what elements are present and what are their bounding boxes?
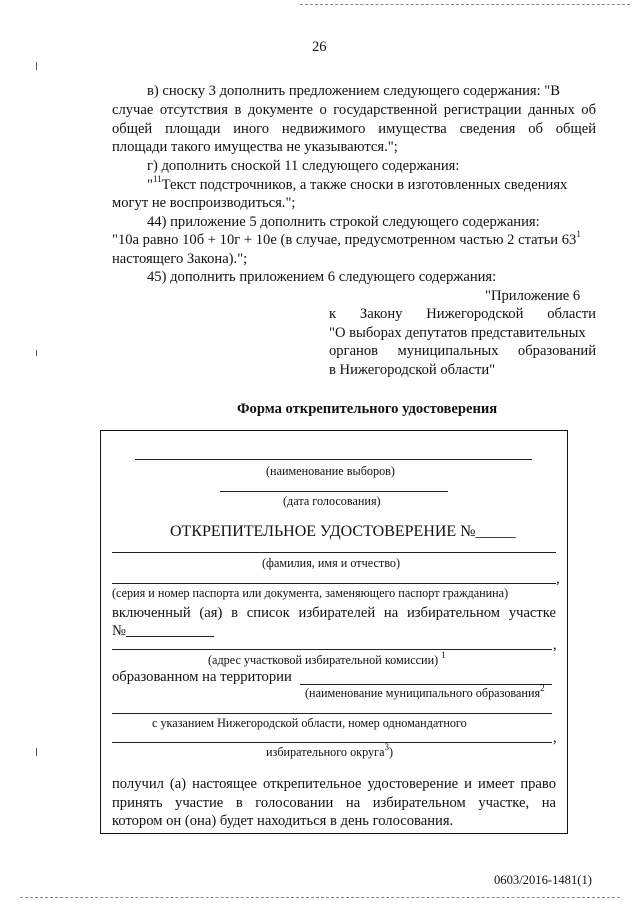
amendment-g-line: могут не воспроизводиться."; bbox=[112, 195, 296, 211]
voting-date-line[interactable] bbox=[220, 491, 448, 492]
amendment-b-line: случае отсутствия в документе о государственной регистрации данных об bbox=[112, 102, 596, 118]
appendix-header-line: в Нижегородской области" bbox=[329, 362, 496, 378]
district-line[interactable] bbox=[112, 742, 552, 743]
passport-line[interactable] bbox=[112, 583, 556, 584]
passport-caption: (серия и номер паспорта или документа, заменяющего паспорт гражданина) bbox=[112, 586, 509, 600]
comma: , bbox=[553, 637, 557, 653]
appendix-header-line: "О выборах депутатов представительных bbox=[329, 325, 586, 341]
margin-mark bbox=[36, 350, 37, 356]
election-name-caption: (наименование выборов) bbox=[266, 464, 395, 478]
region-caption: с указанием Нижегородской области, номер одномандатного bbox=[152, 716, 467, 730]
station-number-label: № bbox=[112, 623, 126, 639]
appendix-header-line: к Закону Нижегородской области bbox=[329, 306, 596, 322]
page-number: 26 bbox=[312, 39, 327, 55]
commission-address-line[interactable] bbox=[112, 649, 552, 650]
comma: , bbox=[556, 571, 560, 587]
fio-caption: (фамилия, имя и отчество) bbox=[262, 556, 401, 570]
formed-territory-label: образованном на территории bbox=[112, 669, 292, 685]
received-line: принять участие в голосовании на избирательном участке, на bbox=[112, 795, 556, 811]
commission-caption: (адрес участковой избирательной комиссии) $^1$ bbox=[208, 649, 446, 667]
amendment-g-line: "$^{11}$Текст подстрочников, а также сноски в изготовленных сведениях bbox=[147, 174, 568, 193]
item-44-line: 44) приложение 5 дополнить строкой следующего содержания: bbox=[147, 214, 540, 230]
received-line: получил (а) настоящее открепительное удостоверение и имеет право bbox=[112, 776, 556, 792]
item-44-line: "10а равно 10б + 10г + 10е (в случае, предусмотренном частью 2 статьи $63^1$ bbox=[112, 229, 581, 248]
item-44-line: настоящего Закона)."; bbox=[112, 251, 248, 267]
municipality-line[interactable] bbox=[300, 684, 552, 685]
appendix-header-line: органов муниципальных образований bbox=[329, 343, 596, 359]
received-line: котором он (она) будет находиться в день голосования. bbox=[112, 813, 454, 829]
comma: , bbox=[553, 730, 557, 746]
certificate-heading: ОТКРЕПИТЕЛЬНОЕ УДОСТОВЕРЕНИЕ №_____ bbox=[170, 523, 516, 540]
fio-line[interactable] bbox=[112, 552, 556, 553]
appendix-header-line: "Приложение 6 bbox=[485, 288, 581, 304]
margin-mark bbox=[36, 62, 37, 70]
scan-edge-top bbox=[300, 4, 630, 5]
voting-date-caption: (дата голосования) bbox=[283, 494, 381, 508]
scan-edge-bottom bbox=[20, 897, 620, 898]
margin-mark bbox=[36, 748, 37, 756]
document-code: 0603/2016-1481(1) bbox=[494, 873, 592, 887]
region-line[interactable] bbox=[112, 713, 552, 714]
amendment-g-line: г) дополнить сноской 11 следующего содержания: bbox=[147, 158, 460, 174]
included-line: включенный (ая) в список избирателей на избирательном участке bbox=[112, 605, 556, 621]
amendment-b-line: в) сноску 3 дополнить предложением следующего содержания: "В bbox=[147, 83, 560, 99]
form-title: Форма открепительного удостоверения bbox=[237, 401, 498, 417]
municipality-caption: (наименование муниципального образования$^2$ bbox=[305, 682, 545, 700]
amendment-b-line: общей площади иного недвижимого имущества сведения об общей bbox=[112, 121, 596, 137]
station-number-line[interactable] bbox=[126, 636, 214, 637]
amendment-b-line: площади такого имущества не указываются."; bbox=[112, 139, 398, 155]
election-name-line[interactable] bbox=[135, 459, 532, 460]
district-caption: избирательного округа$^3$) bbox=[266, 741, 394, 759]
item-45-line: 45) дополнить приложением 6 следующего содержания: bbox=[147, 269, 497, 285]
